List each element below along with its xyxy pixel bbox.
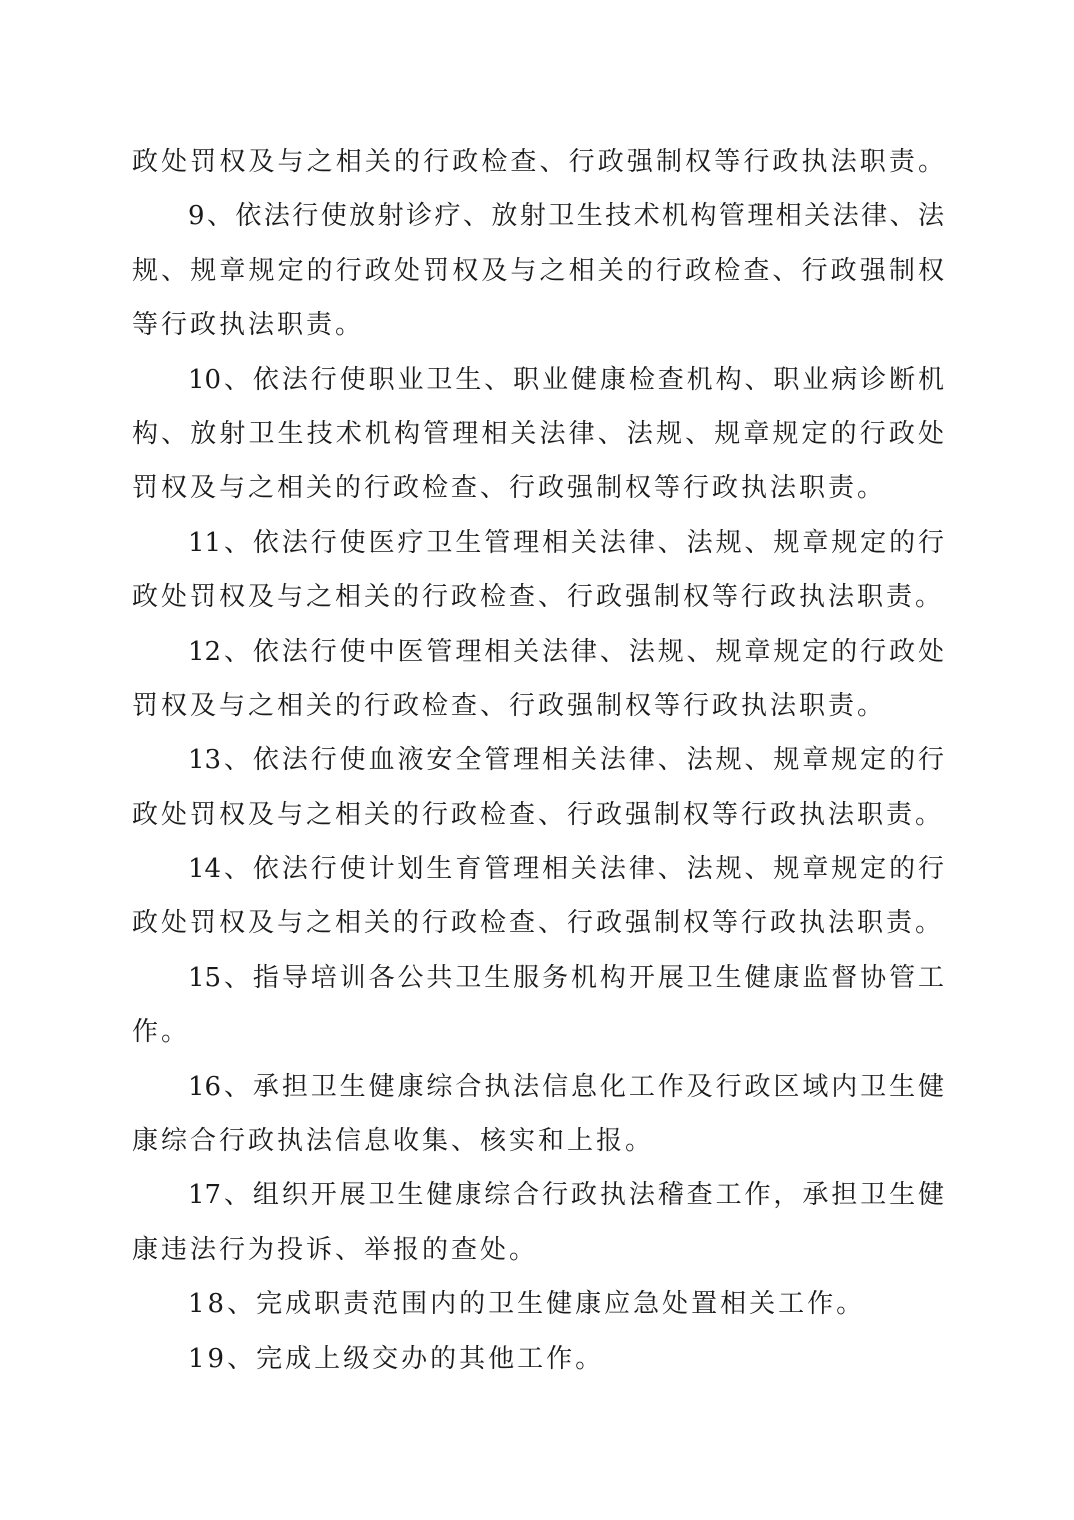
text-line: 罚权及与之相关的行政检查、行政强制权等行政执法职责。: [132, 690, 887, 721]
paragraph: [132, 358, 944, 521]
text-line: 15、指导培训各公共卫生服务机构开展卫生健康监督协管工: [188, 962, 944, 993]
text-line: 9、依法行使放射诊疗、放射卫生技术机构管理相关法律、法: [188, 201, 944, 232]
text-line: 19、完成上级交办的其他工作。: [188, 1343, 605, 1374]
paragraph: [132, 140, 944, 194]
paragraph: [132, 1173, 944, 1282]
text-line: 18、完成职责范围内的卫生健康应急处置相关工作。: [188, 1289, 866, 1320]
paragraph: [132, 630, 944, 739]
text-line: 规、规章规定的行政处罚权及与之相关的行政检查、行政强制权: [132, 255, 944, 286]
text-line: 政处罚权及与之相关的行政检查、行政强制权等行政执法职责。: [132, 147, 944, 177]
text-line: 10、依法行使职业卫生、职业健康检查机构、职业病诊断机: [188, 364, 944, 395]
document-page: [132, 140, 944, 1391]
text-line: 罚权及与之相关的行政检查、行政强制权等行政执法职责。: [132, 473, 887, 504]
paragraph: [132, 1282, 944, 1336]
paragraph: [132, 1065, 944, 1174]
text-line: 政处罚权及与之相关的行政检查、行政强制权等行政执法职责。: [132, 799, 945, 830]
text-line: 等行政执法职责。: [132, 310, 365, 341]
text-line: 政处罚权及与之相关的行政检查、行政强制权等行政执法职责。: [132, 908, 945, 939]
paragraph: [132, 956, 944, 1065]
text-line: 政处罚权及与之相关的行政检查、行政强制权等行政执法职责。: [132, 582, 945, 613]
text-line: 构、放射卫生技术机构管理相关法律、法规、规章规定的行政处: [132, 418, 944, 449]
text-line: 康违法行为投诉、举报的查处。: [132, 1234, 539, 1265]
text-line: 康综合行政执法信息收集、核实和上报。: [132, 1126, 655, 1157]
text-line: 13、依法行使血液安全管理相关法律、法规、规章规定的行: [188, 745, 944, 776]
text-line: 16、承担卫生健康综合执法信息化工作及行政区域内卫生健: [188, 1071, 944, 1102]
paragraph: [132, 847, 944, 956]
text-line: 17、组织开展卫生健康综合行政执法稽查工作，承担卫生健: [188, 1180, 944, 1211]
text-line: 作。: [132, 1017, 191, 1048]
paragraph: [132, 1337, 944, 1391]
paragraph: [132, 738, 944, 847]
paragraph: [132, 521, 944, 630]
text-line: 11、依法行使医疗卫生管理相关法律、法规、规章规定的行: [188, 527, 944, 558]
text-line: 14、依法行使计划生育管理相关法律、法规、规章规定的行: [188, 854, 944, 885]
text-line: 12、依法行使中医管理相关法律、法规、规章规定的行政处: [188, 636, 944, 667]
paragraph: [132, 194, 944, 357]
